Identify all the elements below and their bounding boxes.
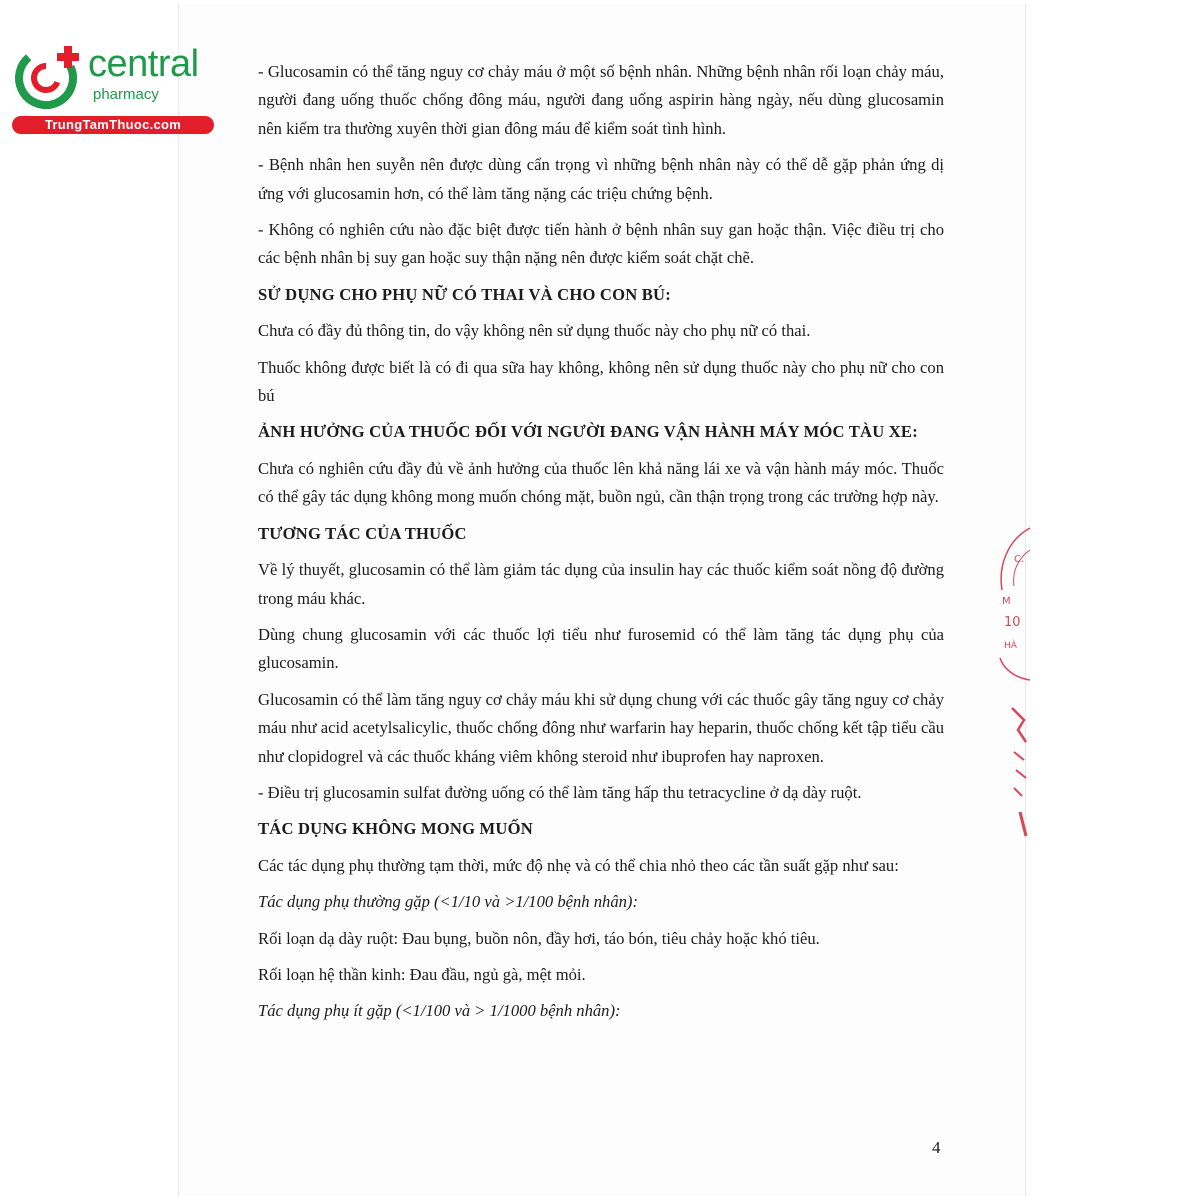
interaction-insulin: Về lý thuyết, glucosamin có thể làm giảm tác dụng của insulin hay các thuốc kiểm soát nồng độ đường trong máu khác.: [258, 560, 944, 608]
logo-website[interactable]: TrungTamThuoc.com: [12, 116, 214, 134]
stamp-text-10: 10: [1004, 615, 1021, 630]
pregnancy-heading: SỬ DỤNG CHO PHỤ NỮ CÓ THAI VÀ CHO CON BÚ:: [258, 284, 671, 304]
logo-brand-name: central: [88, 43, 199, 85]
interaction-tetracycline: - Điều trị glucosamin sulfat đường uống có thể làm tăng hấp thu tetracycline ở dạ dày ruột.: [258, 782, 862, 802]
side-effects-heading: TÁC DỤNG KHÔNG MONG MUỐN: [258, 819, 533, 839]
side-effect-nervous: Rối loạn hệ thần kinh: Đau đầu, ngủ gà, mệt mỏi.: [258, 964, 586, 984]
central-pharmacy-logo[interactable]: [8, 36, 213, 136]
precaution-bleeding: - Glucosamin có thể tăng nguy cơ chảy máu ở một số bệnh nhân. Những bệnh nhân rối loạn chảy máu, người đang uống thuốc chống đông máu, người đang uống aspirin hàng ngày, nếu dùng glucosamin nên kiểm tra thường xuyên thời gian đông máu để kiểm soát tình hình.: [258, 62, 944, 138]
side-effect-gastro: Rối loạn dạ dày ruột: Đau bụng, buồn nôn, đầy hơi, táo bón, tiêu chảy hoặc khó tiêu.: [258, 928, 820, 948]
driving-paragraph: Chưa có nghiên cứu đầy đủ về ảnh hưởng của thuốc lên khả năng lái xe và vận hành máy móc. Thuốc có thể gây tác dụng không mong muốn chóng mặt, buồn ngủ, cần thận trọng trong các trường hợp này.: [258, 458, 944, 507]
common-side-effects-label: Tác dụng phụ thường gặp (<1/10 và >1/100 bệnh nhân):: [258, 892, 638, 912]
stamp-text-m: M: [1002, 596, 1011, 607]
interaction-anticoagulants: Glucosamin có thể làm tăng nguy cơ chảy máu khi sử dụng chung với các thuốc gây tăng nguy cơ chảy máu như acid acetylsalicylic, thuốc chống đông như warfarin hay heparin, thuốc chống kết tập tiểu cầu như clopidogrel và các thuốc kháng viêm không steroid như ibuprofen hay naproxen.: [258, 689, 944, 766]
pregnancy-paragraph: Chưa có đầy đủ thông tin, do vậy không nên sử dụng thuốc này cho phụ nữ có thai.: [258, 321, 811, 341]
document-content: [258, 58, 944, 1034]
page-number: 4: [932, 1138, 941, 1157]
stamp-text-ha: HÀ: [1004, 641, 1017, 651]
uncommon-side-effects-label: Tác dụng phụ ít gặp (<1/100 và > 1/1000 bệnh nhân):: [258, 1001, 621, 1021]
precaution-liver-kidney: - Không có nghiên cứu nào đặc biệt được tiến hành ở bệnh nhân suy gan hoặc thận. Việc điều trị cho các bệnh nhân bị suy gan hoặc suy thận nặng nên được kiểm soát chặt chẽ.: [258, 220, 944, 268]
stamp-seal: [990, 520, 1030, 850]
stamp-text-c: C.: [1014, 554, 1025, 565]
logo-subtitle: pharmacy: [93, 86, 159, 103]
lactation-paragraph: Thuốc không được biết là có đi qua sữa hay không, không nên sử dụng thuốc này cho phụ nữ cho con bú: [258, 357, 944, 406]
driving-heading: ẢNH HƯỞNG CỦA THUỐC ĐỐI VỚI NGƯỜI ĐANG VẬN HÀNH MÁY MÓC TÀU XE:: [258, 422, 918, 442]
precaution-asthma: - Bệnh nhân hen suyễn nên được dùng cẩn trọng vì những bệnh nhân này có thể dễ gặp phản ứng dị ứng với glucosamin hơn, có thể làm tăng nặng các triệu chứng bệnh.: [258, 155, 944, 203]
scan-margin: [0, 0, 178, 1200]
interaction-diuretics: Dùng chung glucosamin với các thuốc lợi tiểu như furosemid có thể làm tăng tác dụng phụ của glucosamin.: [258, 624, 944, 673]
interactions-heading: TƯƠNG TÁC CỦA THUỐC: [258, 523, 467, 543]
side-effects-intro: Các tác dụng phụ thường tạm thời, mức độ nhẹ và có thể chia nhỏ theo các tần suất gặp như sau:: [258, 855, 899, 875]
pharmacy-cross-icon: [12, 40, 86, 114]
